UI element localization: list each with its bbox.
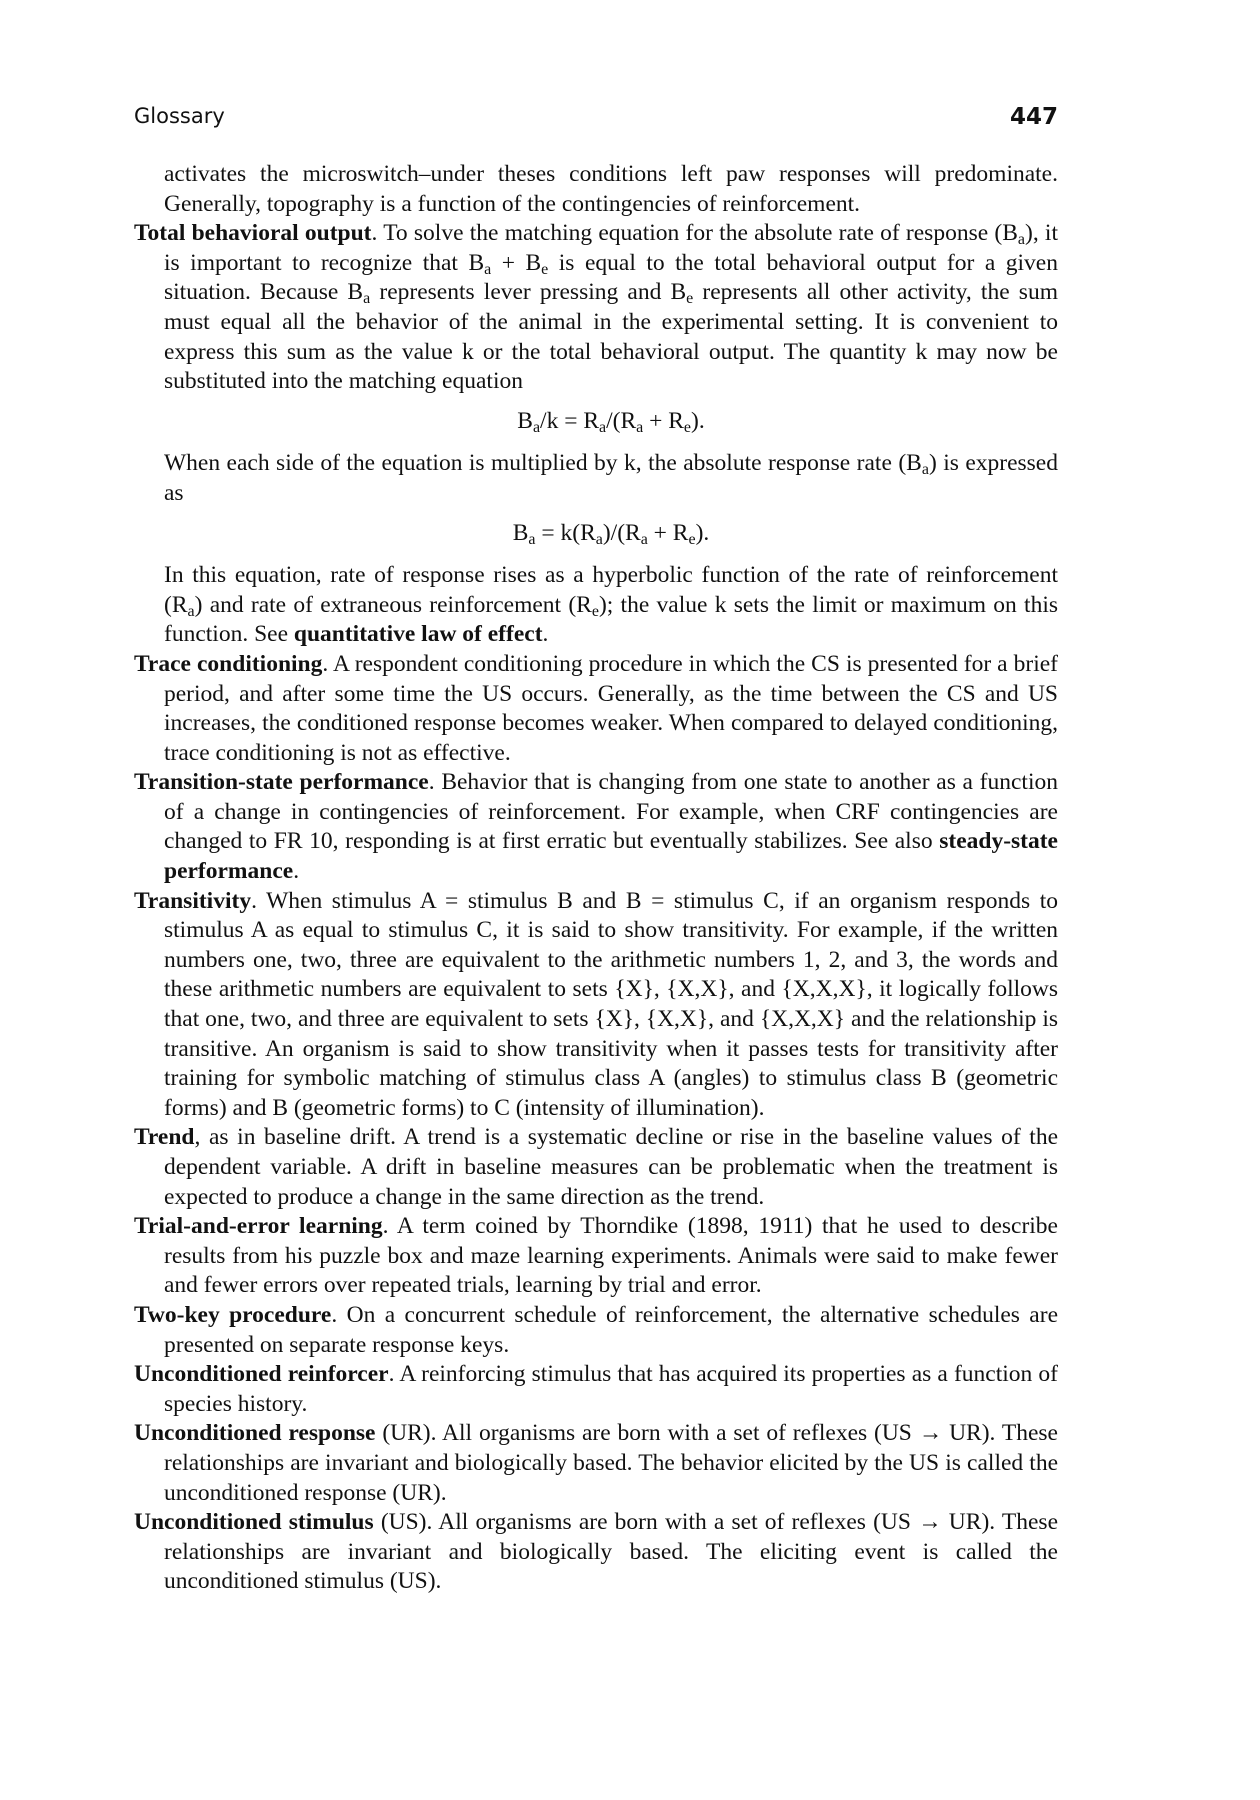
- entry-trend: Trend, as in baseline drift. A trend is a systematic decline or rise in the baseline values of the dependent variable. A drift in baseline measures can be problematic when the treatment is expected to produce a change in the same direction as the trend.: [134, 1124, 1058, 1210]
- entry-term: Transition-state performance: [134, 769, 429, 796]
- equation-matching: $B_a/k = R_a/(R_a + R_e)$.: [517, 407, 705, 436]
- paragraph-multiply-k: When each side of the equation is multiplied by k, the absolute response rate $(B_a)$ is expressed as: [164, 450, 1058, 506]
- running-head: Glossary: [134, 104, 225, 128]
- entry-transitivity: Transitivity. When stimulus A = stimulus B and B = stimulus C, if an organism responds to stimulus A as equal to stimulus C, it is said to show transitivity. For example, if the written numbers one, two, three are equivalent to the arithmetic numbers 1, 2, and 3, the words and these arithmetic numbers are equivalent to sets {X}, {X,X}, and {X,X,X}, it logically follows that one, two, and three are equivalent to sets {X}, {X,X}, and {X,X,X} and the relationship is transitive. An organism is said to show transitivity when it passes tests for transitivity after training for symbolic matching of stimulus class A (angles) to stimulus class B (geometric forms) and B (geometric forms) to C (intensity of illumination).: [134, 887, 1058, 1121]
- entry-term: Trend: [134, 1124, 195, 1151]
- page-number: 447: [1009, 104, 1058, 130]
- entry-term: Unconditioned stimulus: [134, 1509, 374, 1536]
- entry-trial-and-error: Trial-and-error learning. A term coined by Thorndike (1898, 1911) that he used to describe results from his puzzle box and maze learning experiments. Animals were said to make fewer and fewer errors over repeated trials, learning by trial and error.: [134, 1213, 1058, 1299]
- entry-unconditioned-response: Unconditioned response (UR). All organisms are born with a set of reflexes (US → UR). These relationships are invariant and biologically based. The behavior elicited by the US is called the unconditioned response (UR).: [134, 1420, 1058, 1506]
- page-header: [134, 104, 1058, 138]
- cross-reference: quantitative law of effect: [293, 621, 543, 648]
- entry-term: Unconditioned response: [134, 1420, 376, 1447]
- entry-term: Trace conditioning: [134, 650, 323, 677]
- continuation-text: activates the microswitch–under theses conditions left paw responses will predominate. Generally, topography is a function of the contingencies of reinforcement.: [164, 161, 1058, 217]
- entry-term: Two-key procedure: [134, 1301, 332, 1328]
- page-body: [134, 160, 1058, 1597]
- entry-two-key-procedure: Two-key procedure. On a concurrent schedule of reinforcement, the alternative schedules are presented on separate response keys.: [134, 1301, 1058, 1358]
- entry-unconditioned-reinforcer: Unconditioned reinforcer. A reinforcing stimulus that has acquired its properties as a function of species history.: [134, 1361, 1058, 1417]
- paragraph-hyperbolic: In this equation, rate of response rises as a hyperbolic function of the rate of reinforcement $(R_a)$ and rate of extraneous reinforcement $(R_e)$; the value k sets the limit or maximum on this function. See quantitative law of effect.: [164, 562, 1059, 648]
- cross-reference: steady-state performance: [164, 828, 1058, 885]
- entry-unconditioned-stimulus: Unconditioned stimulus (US). All organisms are born with a set of reflexes (US → UR). These relationships are invariant and biologically based. The eliciting event is called the unconditioned stimulus (US).: [134, 1509, 1059, 1595]
- entry-term: Trial-and-error learning: [134, 1213, 383, 1240]
- entry-total-behavioral-output: Total behavioral output. To solve the matching equation for the absolute rate of response $(B_a)$, it is important to recognize that $B_a + B_e$ is equal to the total behavioral output for a given situation. Because $B_a$ represents lever pressing and $B_e$ represents all other activity, the sum must equal all the behavior of the animal in the experimental setting. It is convenient to express this sum as the value k or the total behavioral output. The quantity k may now be substituted into the matching equation: [134, 220, 1058, 395]
- entry-term: Total behavioral output: [134, 220, 372, 247]
- entry-trace-conditioning: Trace conditioning. A respondent conditioning procedure in which the CS is presented for a brief period, and after some time the US occurs. Generally, as the time between the CS and US increases, the conditioned response becomes weaker. When compared to delayed conditioning, trace conditioning is not as effective.: [134, 650, 1058, 766]
- entry-term: Transitivity: [134, 887, 252, 914]
- entry-term: Unconditioned reinforcer: [134, 1361, 389, 1388]
- equation-absolute-rate: $B_a = k(R_a)/(R_a + R_e)$.: [512, 519, 710, 548]
- entry-transition-state: Transition-state performance. Behavior that is changing from one state to another as a function of a change in contingencies of reinforcement. For example, when CRF contingencies are changed to FR 10, responding is at first erratic but eventually stabilizes. See also steady-state performance.: [134, 769, 1058, 885]
